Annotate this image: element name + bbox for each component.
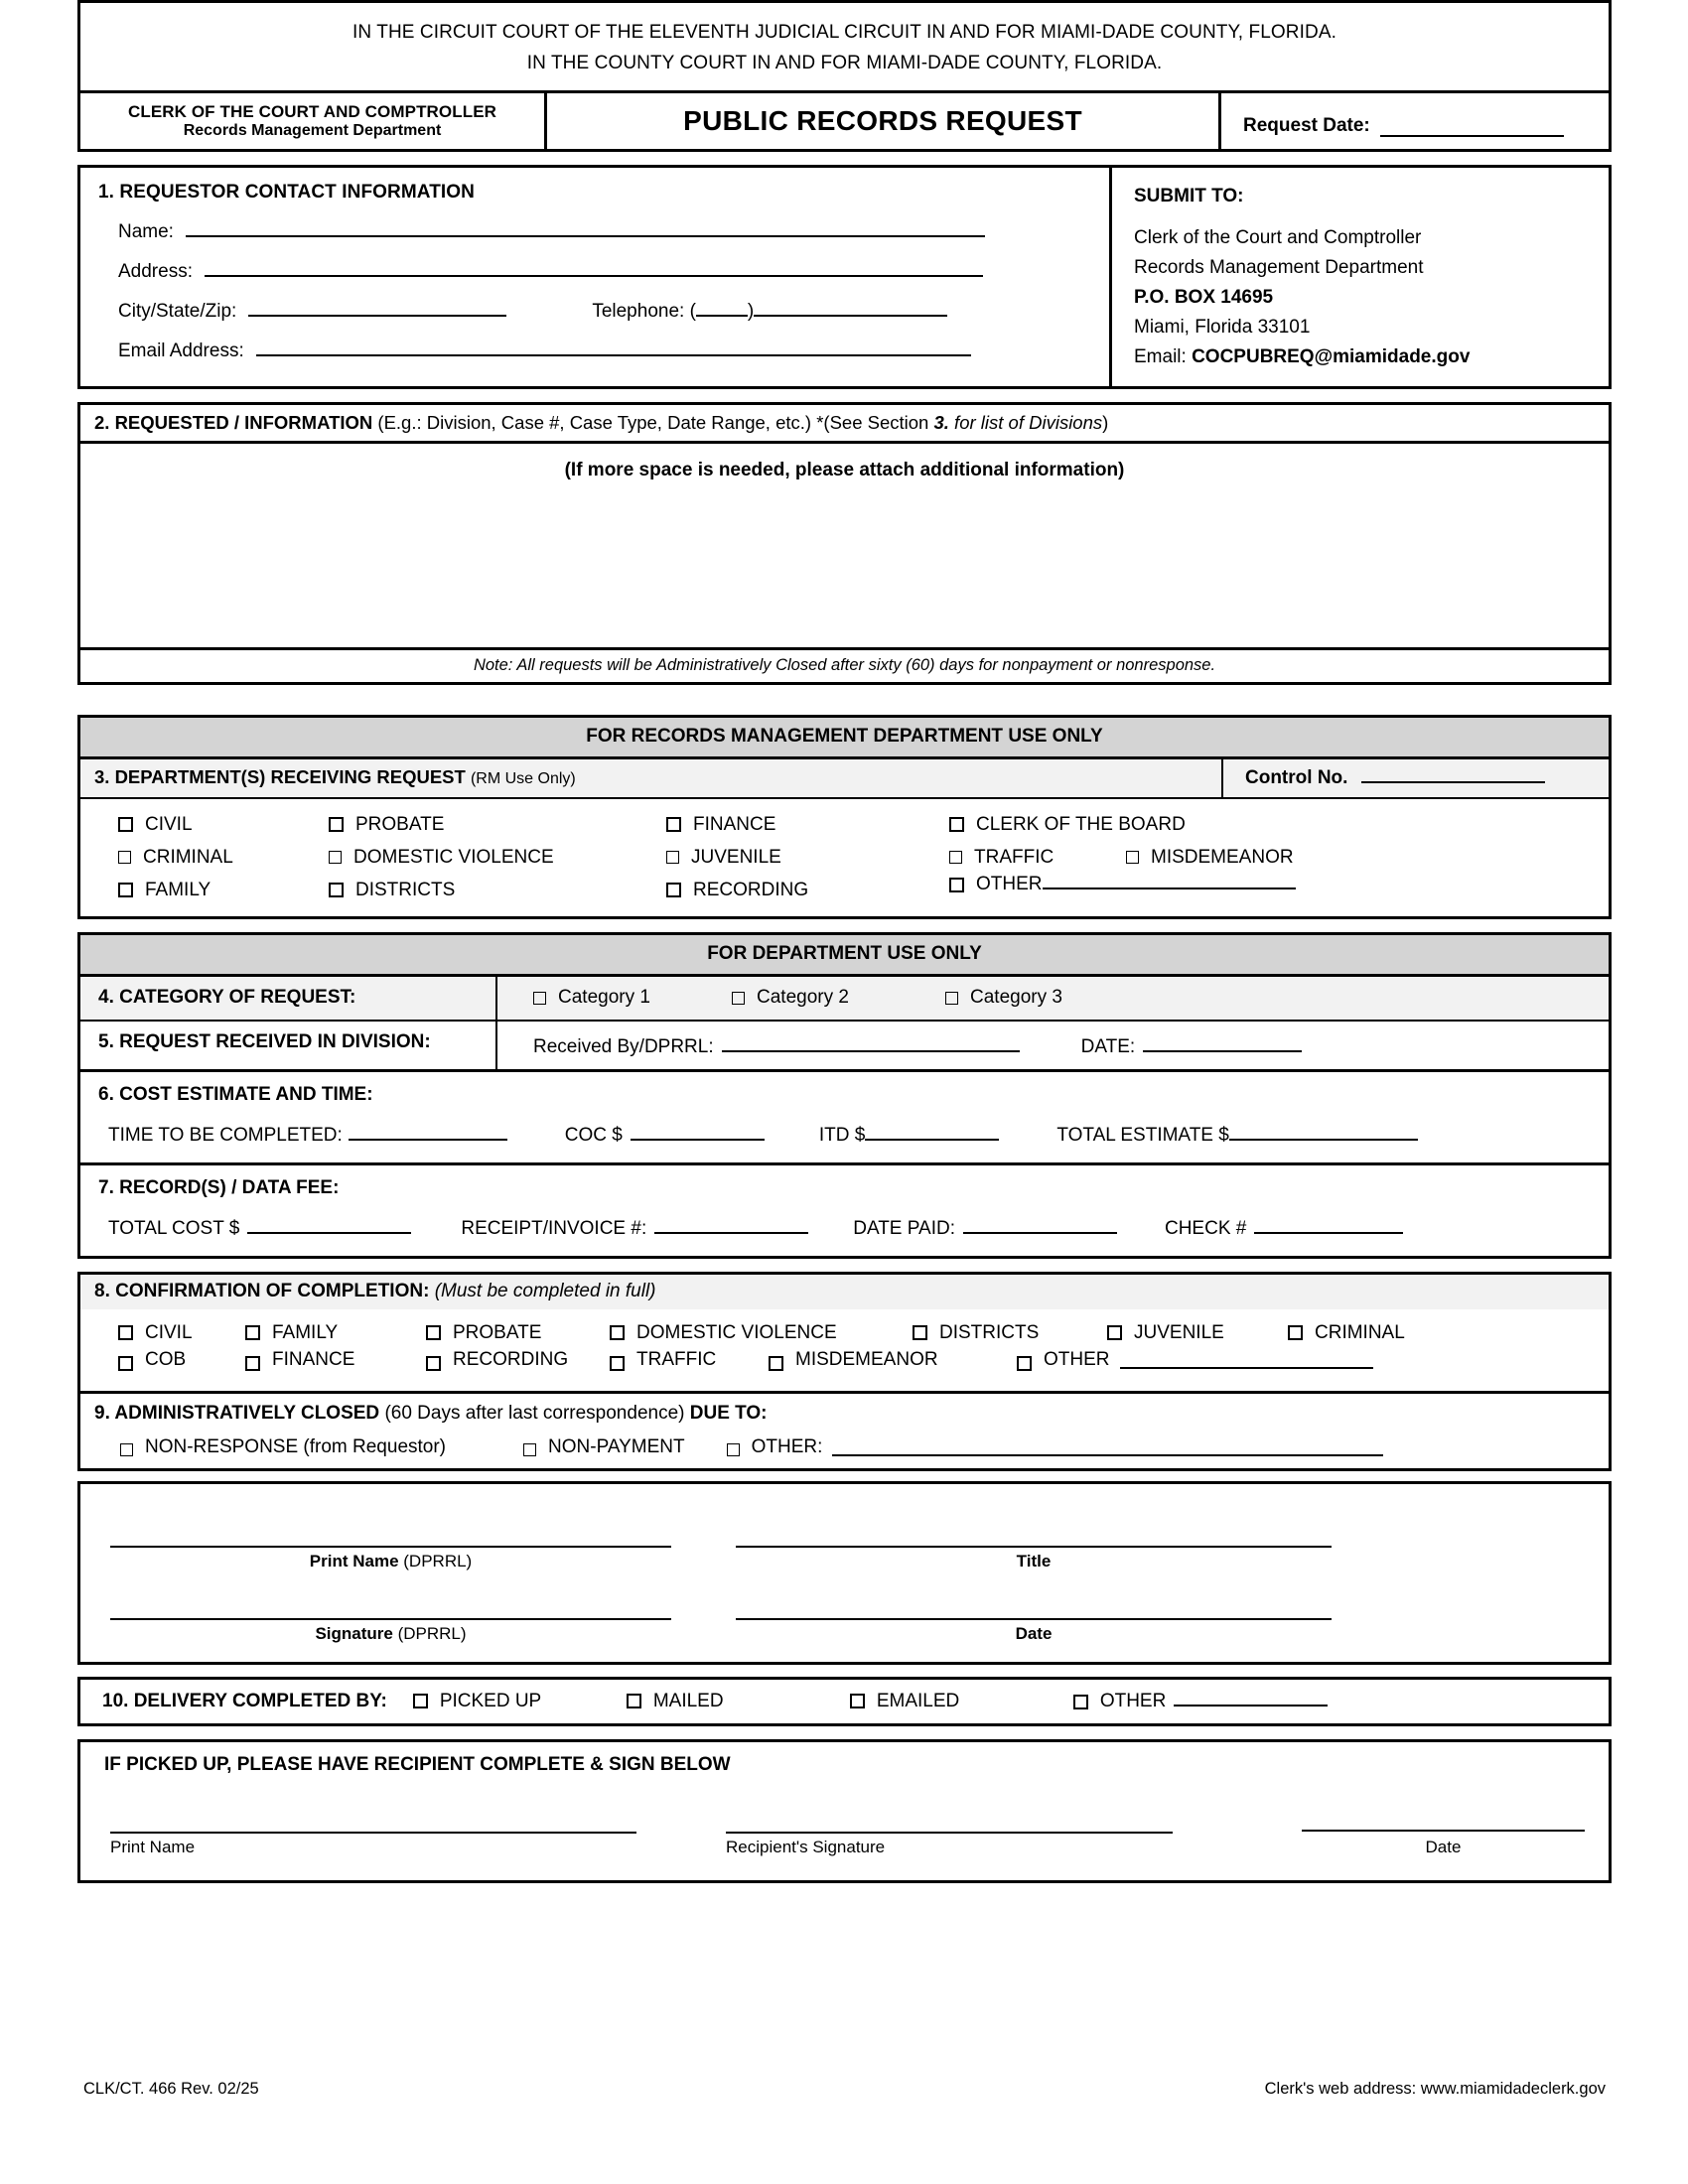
dept-checkbox-juvenile[interactable] — [666, 847, 949, 869]
delivery-checkbox-emailed[interactable] — [850, 1691, 1073, 1712]
category-checkbox-2[interactable] — [732, 987, 945, 1009]
dept-checkbox-probate[interactable] — [329, 814, 666, 836]
section-1-heading: 1. REQUESTOR CONTACT INFORMATION — [98, 182, 475, 203]
total-estimate-input[interactable] — [1229, 1124, 1418, 1141]
telephone-area-input[interactable] — [696, 300, 748, 317]
request-date-input[interactable] — [1380, 120, 1564, 137]
section-9-heading-bold: 9. ADMINISTRATIVELY CLOSED — [94, 1403, 385, 1424]
title-line[interactable] — [736, 1546, 1332, 1548]
closed-checkbox-non-payment[interactable] — [523, 1436, 685, 1458]
section-5-date-input[interactable] — [1143, 1035, 1302, 1052]
closed-checkbox-non-response[interactable] — [120, 1436, 446, 1458]
signature-caption — [110, 1624, 671, 1644]
completion-label: CIVIL — [145, 1321, 193, 1343]
delivery-checkbox-picked-up[interactable] — [413, 1691, 627, 1712]
section-8-row-2 — [80, 1349, 1609, 1382]
checkbox-icon[interactable] — [850, 1694, 865, 1708]
dept-label: DISTRICTS — [355, 879, 456, 900]
form-number: CLK/CT. 466 Rev. 02/25 — [83, 2080, 259, 2098]
submit-to-line-2: Records Management Department — [1134, 257, 1424, 278]
checkbox-icon[interactable] — [533, 992, 546, 1005]
clerk-web-address: Clerk's web address: www.miamidadeclerk.gov — [1264, 2080, 1606, 2098]
section-9-options — [80, 1436, 1609, 1458]
section-4-label: 4. CATEGORY OF REQUEST: — [80, 977, 497, 1020]
section-3-heading-bold: 3. DEPARTMENT(S) RECEIVING REQUEST — [94, 766, 471, 787]
closed-label: NON-PAYMENT — [548, 1436, 685, 1457]
telephone-input[interactable] — [754, 300, 947, 317]
delivery-label: PICKED UP — [439, 1690, 542, 1711]
address-input[interactable] — [205, 260, 983, 277]
completion-checkbox-criminal[interactable] — [1288, 1322, 1405, 1344]
received-by-input[interactable] — [722, 1035, 1020, 1052]
sections-8-and-9 — [77, 1272, 1612, 1471]
checkbox-icon[interactable] — [329, 817, 344, 832]
checkbox-icon[interactable] — [413, 1694, 428, 1708]
completion-other-input[interactable] — [1120, 1352, 1373, 1369]
completion-label: FAMILY — [272, 1321, 339, 1343]
section-2-heading — [80, 405, 1609, 444]
department-use-band: FOR DEPARTMENT USE ONLY — [77, 932, 1612, 977]
pickup-heading: IF PICKED UP, PLEASE HAVE RECIPIENT COMPLETE & SIGN BELOW — [104, 1754, 731, 1775]
form-title-text: PUBLIC RECORDS REQUEST — [683, 105, 1082, 136]
section-10-delivery — [77, 1677, 1612, 1726]
dprrl-signature-block — [77, 1481, 1612, 1665]
checkbox-icon[interactable] — [1073, 1695, 1088, 1709]
signature-date-caption: Date — [1015, 1624, 1053, 1643]
dept-band-wrapper — [77, 932, 1612, 1259]
email-field-row[interactable] — [118, 340, 1091, 362]
checkbox-icon[interactable] — [329, 883, 344, 897]
request-date-label: Request Date: — [1243, 115, 1370, 136]
rm-band-wrapper — [77, 715, 1612, 919]
completion-label: CRIMINAL — [1315, 1321, 1405, 1343]
dept-label: CIVIL — [145, 813, 193, 835]
section-4-options — [497, 977, 1609, 1020]
checkbox-icon[interactable] — [426, 1356, 441, 1371]
form-title-row — [77, 90, 1612, 152]
category-checkbox-1[interactable] — [533, 987, 732, 1009]
time-to-complete-input[interactable] — [349, 1124, 507, 1141]
address-field-row[interactable] — [118, 260, 1091, 283]
sections-4-to-7 — [77, 977, 1612, 1259]
section-3-header-row — [80, 759, 1609, 799]
section-7-title: 7. RECORD(S) / DATA FEE: — [98, 1177, 340, 1198]
submit-to-line-1: Clerk of the Court and Comptroller — [1134, 227, 1422, 248]
itd-label: ITD $ — [818, 1125, 866, 1146]
closed-label: NON-RESPONSE (from Requestor) — [145, 1436, 447, 1457]
section-3-heading — [80, 759, 1221, 797]
date-paid-input[interactable] — [963, 1217, 1117, 1234]
total-cost-label: TOTAL COST $ — [108, 1218, 240, 1239]
section-5-date-label: DATE: — [1080, 1036, 1136, 1057]
check-number-label: CHECK # — [1164, 1218, 1247, 1239]
control-no-input[interactable] — [1361, 766, 1545, 783]
dept-checkbox-finance[interactable] — [666, 814, 949, 836]
form-page — [77, 0, 1612, 2184]
section-3-row-1 — [80, 808, 1609, 841]
city-phone-row[interactable] — [118, 300, 1091, 323]
checkbox-icon[interactable] — [610, 1356, 625, 1371]
email-label: Email Address: — [118, 341, 244, 361]
delivery-checkbox-other[interactable] — [1073, 1690, 1329, 1712]
section-5-fields — [497, 1022, 1609, 1069]
section-8-heading-italic: (Must be completed in full) — [434, 1281, 656, 1301]
address-label: Address: — [118, 261, 193, 282]
control-no-label: Control No. — [1245, 767, 1348, 788]
dept-label: DOMESTIC VIOLENCE — [353, 846, 554, 868]
recipient-date-line[interactable] — [1302, 1830, 1585, 1832]
print-name-line[interactable] — [110, 1546, 671, 1548]
section-3-heading-small: (RM Use Only) — [470, 770, 576, 787]
section-9-heading-due-to: DUE TO: — [689, 1403, 768, 1424]
completion-label: TRAFFIC — [636, 1349, 717, 1370]
clerk-department-line: Records Management Department — [183, 122, 442, 139]
completion-checkbox-finance[interactable] — [245, 1349, 426, 1371]
dept-label: CLERK OF THE BOARD — [976, 813, 1186, 835]
dept-checkbox-recording[interactable] — [666, 880, 949, 901]
recipient-signature-caption: Recipient's Signature — [726, 1838, 886, 1856]
category-label: Category 2 — [757, 987, 849, 1008]
completion-label: COB — [145, 1349, 187, 1370]
city-state-zip-input[interactable] — [248, 300, 506, 317]
submit-to-city: Miami, Florida 33101 — [1134, 317, 1311, 338]
dept-checkbox-civil[interactable] — [80, 814, 329, 836]
records-management-band: FOR RECORDS MANAGEMENT DEPARTMENT USE ONLY — [77, 715, 1612, 759]
submit-to-po-box: P.O. BOX 14695 — [1134, 287, 1274, 308]
section-9-heading — [80, 1403, 1609, 1425]
section-3-departments — [77, 759, 1612, 919]
checkbox-icon[interactable] — [523, 1443, 536, 1456]
completion-checkbox-probate[interactable] — [426, 1322, 610, 1344]
section-3-row-3 — [80, 874, 1609, 906]
checkbox-icon[interactable] — [1126, 851, 1139, 864]
dept-label: FINANCE — [693, 813, 776, 835]
name-label: Name: — [118, 221, 174, 242]
dept-checkbox-domestic-violence[interactable] — [329, 847, 666, 869]
request-date-field[interactable] — [1221, 93, 1609, 149]
dept-label: JUVENILE — [691, 846, 781, 868]
dept-label: PROBATE — [355, 813, 445, 835]
checkbox-icon[interactable] — [329, 851, 342, 864]
dept-label: CRIMINAL — [143, 846, 233, 868]
category-checkbox-3[interactable] — [945, 987, 1062, 1009]
total-cost-input[interactable] — [247, 1217, 411, 1234]
delivery-checkbox-mailed[interactable] — [627, 1691, 850, 1712]
submit-to-email-prefix: Email: — [1134, 346, 1193, 367]
city-state-zip-label: City/State/Zip: — [118, 301, 237, 322]
title-caption: Title — [1016, 1552, 1052, 1570]
section-10-label: 10. DELIVERY COMPLETED BY: — [102, 1690, 387, 1711]
signature-line[interactable] — [110, 1618, 671, 1620]
control-no-field[interactable] — [1221, 759, 1609, 797]
section-5-label: 5. REQUEST RECEIVED IN DIVISION: — [80, 1022, 497, 1069]
checkbox-icon[interactable] — [245, 1356, 260, 1371]
section-8-row-1 — [80, 1316, 1609, 1349]
section-2-heading-bold: 2. REQUESTED / INFORMATION — [94, 412, 378, 433]
checkbox-icon[interactable] — [666, 883, 681, 897]
section-2-attach-note: (If more space is needed, please attach additional information) — [564, 460, 1125, 480]
section-7-data-fee — [80, 1165, 1609, 1256]
checkbox-icon[interactable] — [666, 817, 681, 832]
section-2-requested-information — [77, 402, 1612, 685]
completion-label: OTHER — [1044, 1349, 1110, 1370]
court-header — [77, 0, 1612, 90]
time-to-complete-label: TIME TO BE COMPLETED: — [108, 1125, 343, 1146]
section-3-checkbox-grid — [80, 799, 1609, 916]
checkbox-icon[interactable] — [913, 1325, 927, 1340]
checkbox-icon[interactable] — [1288, 1325, 1303, 1340]
telephone-label: Telephone: ( — [592, 301, 696, 322]
completion-label: DOMESTIC VIOLENCE — [636, 1321, 837, 1343]
dept-checkbox-misdemeanor[interactable] — [1126, 847, 1294, 869]
delivery-label: OTHER — [1099, 1691, 1167, 1711]
section-2-footer-note: Note: All requests will be Administratively Closed after sixty (60) days for nonpayment or nonresponse. — [80, 647, 1609, 682]
print-name-caption-bold: Print Name — [309, 1552, 404, 1570]
checkbox-icon[interactable] — [118, 883, 133, 897]
received-by-label: Received By/DPRRL: — [533, 1036, 714, 1057]
closed-checkbox-other[interactable] — [727, 1436, 1384, 1458]
completion-checkbox-other[interactable] — [1017, 1349, 1373, 1371]
completion-checkbox-domestic-violence[interactable] — [610, 1322, 913, 1344]
dept-label: FAMILY — [145, 879, 211, 900]
court-line-circuit: IN THE CIRCUIT COURT OF THE ELEVENTH JUDICIAL CIRCUIT IN AND FOR MIAMI-DADE COUNTY, FLORIDA. — [352, 22, 1336, 43]
closed-other-input[interactable] — [832, 1439, 1383, 1456]
receipt-invoice-input[interactable] — [654, 1217, 808, 1234]
completion-label: FINANCE — [272, 1349, 355, 1370]
signature-date-line[interactable] — [736, 1618, 1332, 1620]
checkbox-icon[interactable] — [732, 992, 745, 1005]
section-4-category — [80, 977, 1609, 1022]
section-8-heading — [80, 1275, 1609, 1309]
recipient-signature-line[interactable] — [726, 1832, 1173, 1834]
dept-other-input[interactable] — [1043, 873, 1296, 889]
page-footer — [77, 2080, 1612, 2099]
section-2-heading-close: ) — [1102, 412, 1109, 433]
checkbox-icon[interactable] — [118, 1356, 133, 1371]
submit-to-email-row — [1134, 342, 1597, 372]
checkbox-icon[interactable] — [949, 817, 964, 832]
category-label: Category 1 — [558, 987, 650, 1008]
dept-label: TRAFFIC — [974, 846, 1055, 868]
checkbox-icon[interactable] — [666, 851, 679, 864]
delivery-other-input[interactable] — [1174, 1690, 1328, 1706]
completion-label: JUVENILE — [1134, 1321, 1224, 1343]
delivery-label: MAILED — [652, 1690, 724, 1711]
dept-checkbox-other[interactable] — [949, 873, 1609, 895]
completion-label: PROBATE — [453, 1321, 542, 1343]
checkbox-icon[interactable] — [245, 1325, 260, 1340]
print-name-caption — [110, 1552, 671, 1571]
form-title — [547, 93, 1221, 149]
section-2-heading-rest: (E.g.: Division, Case #, Case Type, Date Range, etc.) *(See Section — [377, 412, 934, 433]
checkbox-icon[interactable] — [945, 992, 958, 1005]
checkbox-icon[interactable] — [769, 1356, 783, 1371]
checkbox-icon[interactable] — [610, 1325, 625, 1340]
dept-checkbox-criminal[interactable] — [80, 847, 329, 869]
completion-checkbox-family[interactable] — [245, 1322, 426, 1344]
category-label: Category 3 — [970, 987, 1062, 1008]
checkbox-icon[interactable] — [118, 851, 131, 864]
name-input[interactable] — [186, 220, 985, 237]
checkbox-icon[interactable] — [1017, 1356, 1032, 1371]
print-name-caption-rest: (DPRRL) — [403, 1552, 473, 1570]
name-field-row[interactable] — [118, 220, 1091, 243]
section-2-textarea[interactable] — [80, 444, 1609, 647]
checkbox-icon[interactable] — [120, 1443, 133, 1456]
recipient-pickup-block — [77, 1739, 1612, 1883]
submit-to-email: COCPUBREQ@miamidade.gov — [1192, 346, 1471, 367]
dept-checkbox-family[interactable] — [80, 880, 329, 901]
section-2-heading-italic: for list of Divisions — [948, 412, 1103, 433]
checkbox-icon[interactable] — [949, 851, 962, 864]
itd-input[interactable] — [865, 1124, 999, 1141]
section-8-checkboxes — [80, 1309, 1609, 1394]
completion-label: DISTRICTS — [939, 1321, 1040, 1343]
dept-label: OTHER — [976, 874, 1043, 894]
section-7-fields — [80, 1217, 1609, 1240]
dept-label: RECORDING — [693, 879, 809, 900]
section-3-row-2 — [80, 841, 1609, 874]
section-6-cost-estimate — [80, 1072, 1609, 1165]
section-5-received — [80, 1022, 1609, 1072]
telephone-label-close: ) — [747, 301, 755, 322]
section-6-fields — [80, 1124, 1609, 1147]
section-9-heading-rest: (60 Days after last correspondence) — [384, 1403, 690, 1424]
checkbox-icon[interactable] — [727, 1443, 740, 1456]
dept-label: MISDEMEANOR — [1151, 846, 1294, 868]
dept-checkbox-districts[interactable] — [329, 880, 666, 901]
checkbox-icon[interactable] — [949, 878, 964, 892]
dept-checkbox-clerk-of-the-board[interactable] — [949, 814, 1609, 836]
completion-label: MISDEMEANOR — [795, 1349, 938, 1370]
checkbox-icon[interactable] — [118, 1325, 133, 1340]
email-input[interactable] — [256, 340, 971, 356]
recipient-date-caption: Date — [1425, 1838, 1462, 1856]
signature-caption-rest: (DPRRL) — [397, 1624, 467, 1643]
completion-checkbox-civil[interactable] — [118, 1322, 245, 1344]
completion-checkbox-juvenile[interactable] — [1107, 1322, 1288, 1344]
total-estimate-label: TOTAL ESTIMATE $ — [1056, 1125, 1229, 1146]
section-9-administratively-closed — [80, 1394, 1609, 1468]
section-8-heading-bold: 8. CONFIRMATION OF COMPLETION: — [94, 1281, 435, 1301]
date-paid-label: DATE PAID: — [853, 1218, 955, 1239]
requestor-contact-block — [80, 168, 1112, 386]
receipt-invoice-label: RECEIPT/INVOICE #: — [461, 1218, 647, 1239]
coc-label: COC $ — [564, 1125, 623, 1146]
coc-input[interactable] — [631, 1124, 765, 1141]
delivery-label: EMAILED — [876, 1690, 960, 1711]
completion-checkbox-misdemeanor[interactable] — [769, 1349, 1017, 1371]
clerk-title-line: CLERK OF THE COURT AND COMPTROLLER — [127, 102, 497, 121]
checkbox-icon[interactable] — [1107, 1325, 1122, 1340]
completion-checkbox-districts[interactable] — [913, 1322, 1107, 1344]
recipient-print-name-caption: Print Name — [110, 1838, 196, 1856]
completion-checkbox-traffic[interactable] — [610, 1349, 769, 1371]
section-2-heading-ref: 3. — [933, 412, 949, 433]
completion-label: RECORDING — [453, 1349, 569, 1370]
submit-to-heading: SUBMIT TO: — [1134, 186, 1244, 206]
checkbox-icon[interactable] — [627, 1694, 641, 1708]
dept-checkbox-traffic[interactable] — [949, 847, 1126, 869]
completion-checkbox-cob[interactable] — [118, 1349, 245, 1371]
check-number-input[interactable] — [1254, 1217, 1403, 1234]
clerk-identity-block — [80, 93, 547, 149]
section-1-contact — [77, 165, 1612, 389]
court-line-county: IN THE COUNTY COURT IN AND FOR MIAMI-DADE COUNTY, FLORIDA. — [526, 53, 1163, 73]
recipient-print-name-line[interactable] — [110, 1832, 636, 1834]
section-6-title: 6. COST ESTIMATE AND TIME: — [98, 1084, 373, 1105]
checkbox-icon[interactable] — [426, 1325, 441, 1340]
closed-label: OTHER: — [751, 1436, 823, 1457]
signature-caption-bold: Signature — [315, 1624, 398, 1643]
submit-to-block — [1112, 168, 1609, 386]
completion-checkbox-recording[interactable] — [426, 1349, 610, 1371]
checkbox-icon[interactable] — [118, 817, 133, 832]
